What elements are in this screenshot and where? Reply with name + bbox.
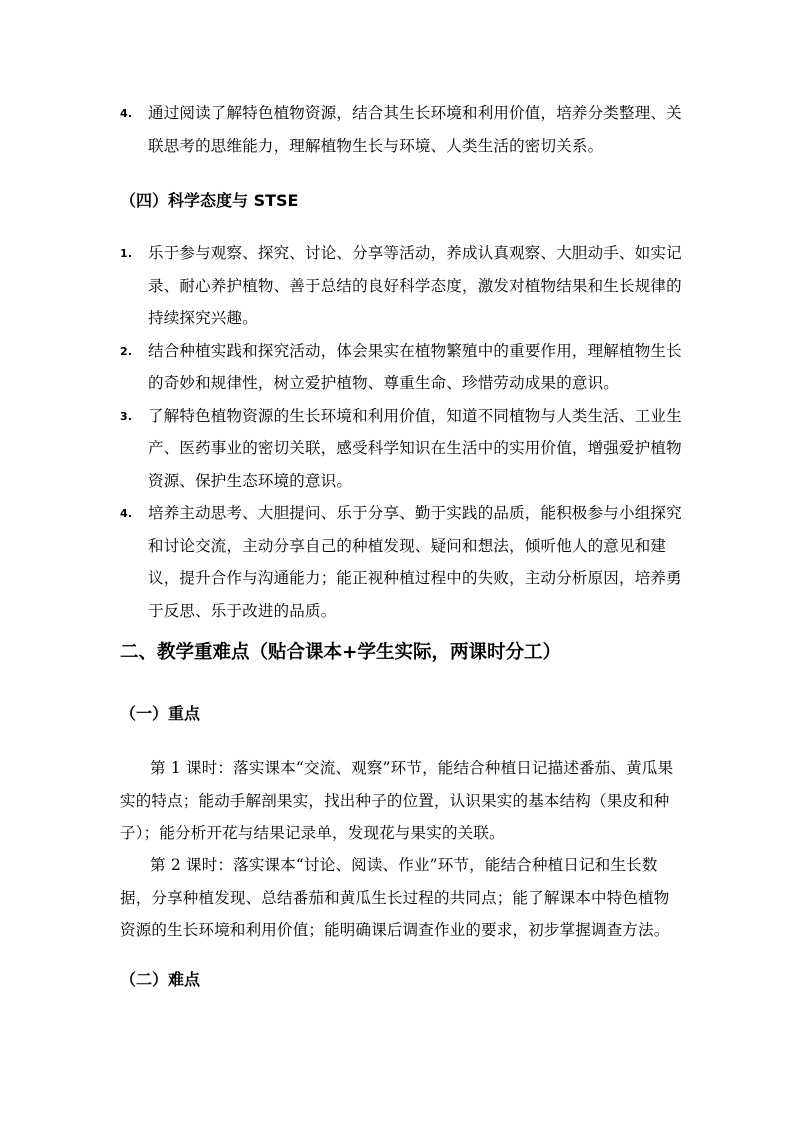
list-item-text: 通过阅读了解特色植物资源，结合其生长环境和利用价值，培养分类整理、关联思考的思维能力，理解植物生长与环境、人类生活的密切关系。 [148,104,682,155]
list-item [120,335,690,400]
subsection-heading-key-points: （一）重点 [120,704,201,723]
lesson-2-paragraph: 第 2 课时：落实课本“讨论、阅读、作业”环节，能结合种植日记和生长数据，分享种植发现、总结番茄和黄瓜生长过程的共同点；能了解课本中特色植物资源的生长环境和利用价值；能明确课后调查作业的要求，初步掌握调查方法。 [120,856,670,939]
list-item-number: 3. [120,409,133,423]
list-item [120,97,690,162]
attitude-list [120,237,690,627]
section-heading-key-difficult: 二、教学重难点（贴合课本+学生实际，两课时分工） [120,642,562,663]
list-item-text: 了解特色植物资源的生长环境和利用价值，知道不同植物与人类生活、工业生产、医药事业的密切关联，感受科学知识在生活中的实用价值，增强爱护植物资源、保护生态环境的意识。 [148,406,682,490]
ability-list [120,97,690,162]
list-item [120,237,690,335]
list-item-number: 2. [120,344,133,358]
list-item-number: 4. [120,107,133,120]
list-item-text: 结合种植实践和探究活动，体会果实在植物繁殖中的重要作用，理解植物生长的奇妙和规律性，树立爱护植物、尊重生命、珍惜劳动成果的意识。 [148,341,682,392]
list-item-text: 乐于参与观察、探究、讨论、分享等活动，养成认真观察、大胆动手、如实记录、耐心养护植物、善于总结的良好科学态度，激发对植物结果和生长规律的持续探究兴趣。 [148,244,682,327]
list-item [120,497,690,627]
subsection-heading-difficult-points: （二）难点 [120,970,201,989]
lesson-1-paragraph: 第 1 课时：落实课本“交流、观察”环节，能结合种植日记描述番茄、黄瓜果实的特点；能动手解剖果实，找出种子的位置，认识果实的基本结构（果皮和种子）；能分析开花与结果记录单，发现花与果实的关联。 [120,759,674,842]
list-item-text: 培养主动思考、大胆提问、乐于分享、勤于实践的品质，能积极参与小组探究和讨论交流，主动分享自己的种植发现、疑问和想法，倾听他人的意见和建议，提升合作与沟通能力；能正视种植过程中的失败，主动分析原因，培养勇于反思、乐于改进的品质。 [148,504,682,620]
list-item [120,400,690,498]
list-item-number: 4. [120,507,133,520]
list-item-number: 1. [120,247,133,260]
section-heading-stse: （四）科学态度与 STSE [120,191,299,210]
